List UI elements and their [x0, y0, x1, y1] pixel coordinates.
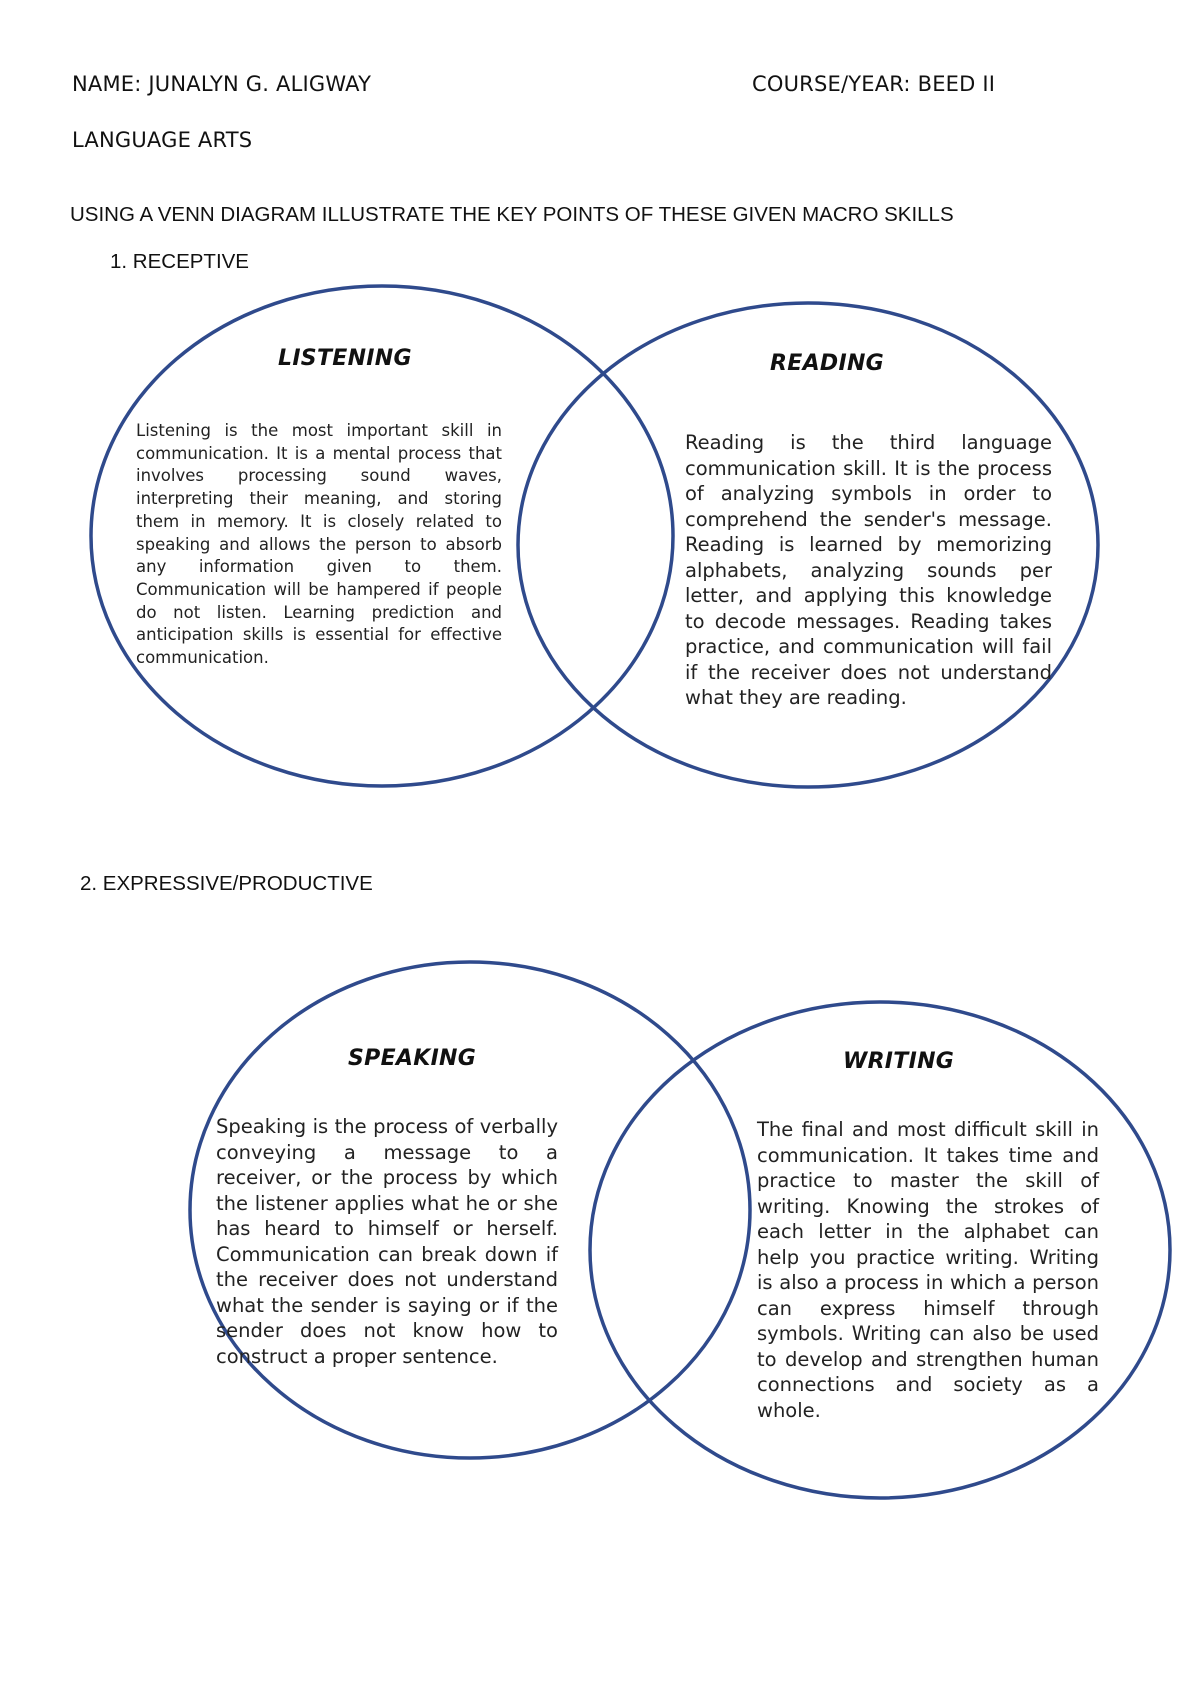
venn-text-listening: Listening is the most important skill in communication. It is a mental process that involves processing sound waves, interpreting their meaning, and storing them in memory. It is closely related to speaking and allows the person to absorb any information given to them. Communication will be hampered if people do not listen. Learning prediction and anticipation skills is essential for effective communication. [136, 421, 502, 668]
venn-text-reading: Reading is the third language communication skill. It is the process of analyzing symbols in order to comprehend the sender's message. Reading is learned by memorizing alphabets, analyzing sounds per letter, and applying this knowledge to decode messages. Reading takes practice, and communication will fail if the receiver does not understand what they are reading. [685, 431, 1052, 709]
instruction: USING A VENN DIAGRAM ILLUSTRATE THE KEY POINTS OF THESE GIVEN MACRO SKILLS [70, 203, 954, 226]
venn-title-reading: READING [770, 351, 885, 376]
course-year: COURSE/YEAR: BEED II [752, 72, 996, 96]
venn-text-writing: The final and most difficult skill in communication. It takes time and practice to master the skill of writing. Knowing the strokes of each letter in the alphabet can help you practice writing. Writing is also a process in which a person can express himself through symbols. Writing can also be used to develop and strengthen human connections and society as a whole. [757, 1118, 1099, 1422]
subject-title: LANGUAGE ARTS [72, 128, 253, 152]
section-heading-expressive: 2. EXPRESSIVE/PRODUCTIVE [80, 872, 373, 895]
venn-title-listening: LISTENING [278, 346, 412, 371]
section-heading-receptive: 1. RECEPTIVE [110, 250, 249, 273]
venn-text-speaking: Speaking is the process of verbally conveying a message to a receiver, or the process by which the listener applies what he or she has heard to himself or herself. Communication can break down if the receiver does not understand what the sender is saying or if the sender does not know how to construct a proper sentence. [216, 1115, 558, 1368]
venn-title-speaking: SPEAKING [348, 1046, 477, 1071]
student-name: NAME: JUNALYN G. ALIGWAY [72, 72, 372, 96]
venn-title-writing: WRITING [843, 1049, 955, 1074]
